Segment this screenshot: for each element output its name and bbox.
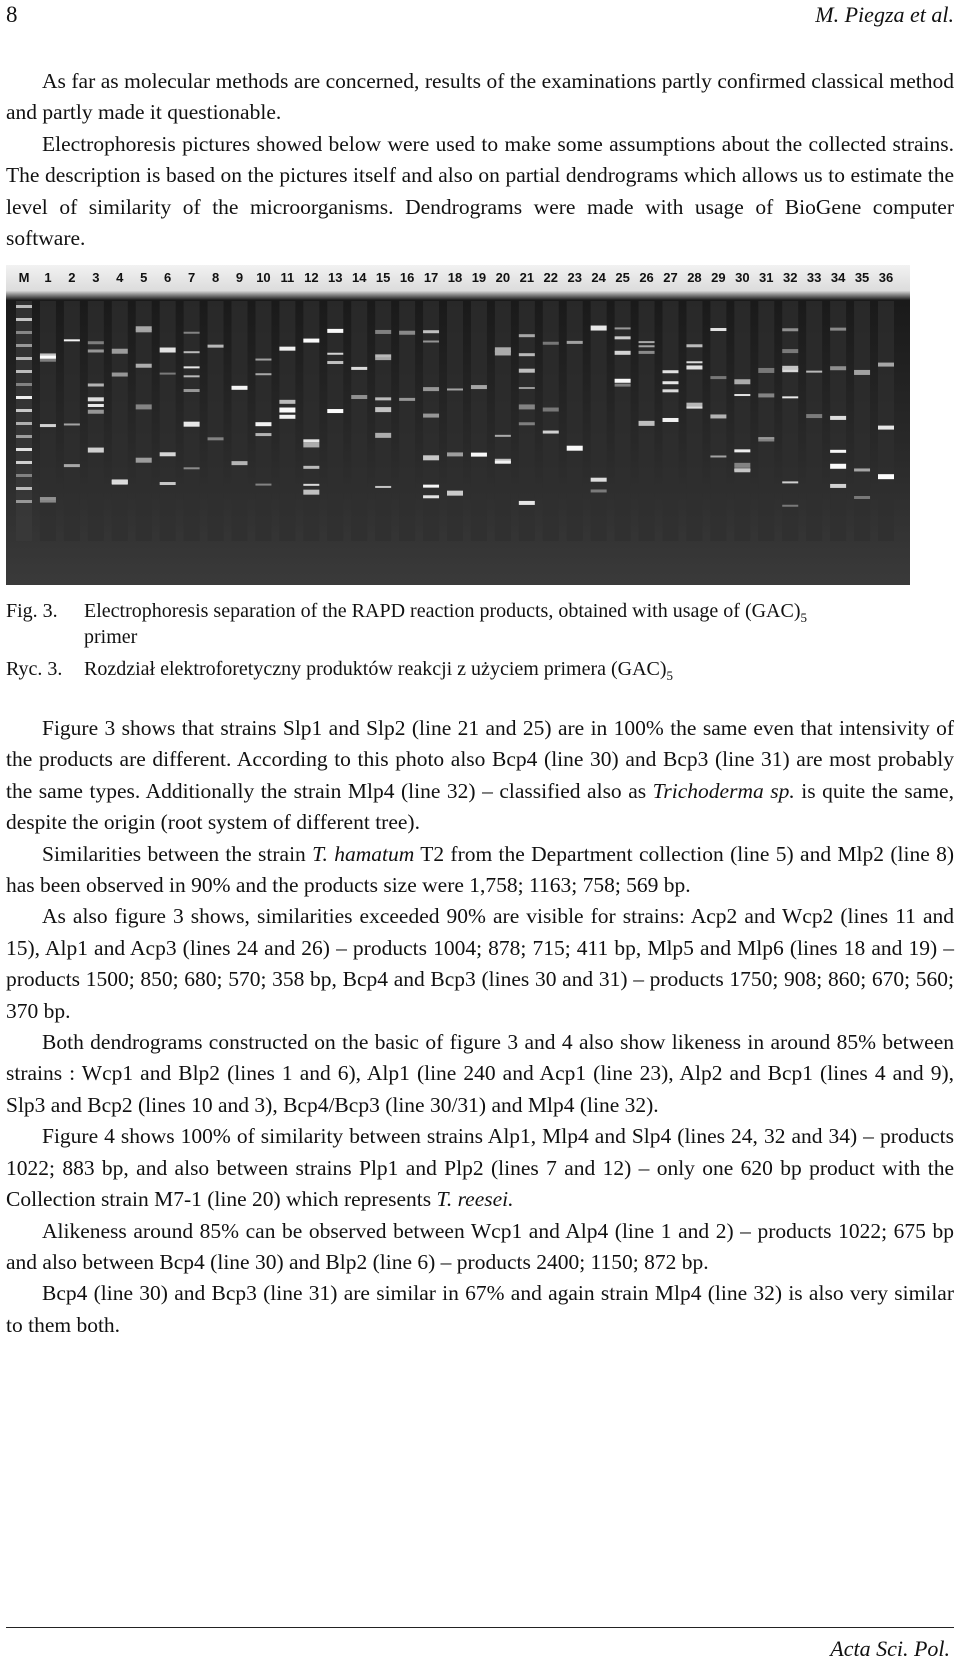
gel-band xyxy=(806,414,822,418)
gel-lane xyxy=(471,301,487,541)
gel-band xyxy=(375,486,391,488)
gel-band xyxy=(423,414,439,418)
lane-label: 24 xyxy=(591,270,606,285)
gel-band xyxy=(16,370,32,373)
gel-band xyxy=(639,345,655,347)
gel-band xyxy=(375,407,391,412)
gel-band xyxy=(710,455,726,457)
gel-band xyxy=(567,446,583,451)
gel-band xyxy=(112,373,128,377)
gel-band xyxy=(878,363,894,367)
gel-band xyxy=(878,474,894,479)
gel-band xyxy=(519,387,535,389)
gel-band xyxy=(423,455,439,460)
gel-band xyxy=(160,452,176,456)
gel-band xyxy=(88,404,104,407)
gel-band xyxy=(232,461,248,465)
gel-band xyxy=(327,409,343,413)
lane-label: 3 xyxy=(92,270,100,285)
lane-label: 34 xyxy=(830,270,846,285)
gel-band xyxy=(830,366,846,370)
gel-band xyxy=(639,421,655,426)
gel-band xyxy=(471,453,487,457)
gel-svg xyxy=(6,265,910,585)
gel-band xyxy=(40,424,56,427)
lane-label: 6 xyxy=(164,270,172,285)
gel-band xyxy=(64,464,80,467)
body-text xyxy=(6,713,954,1341)
gel-lane xyxy=(88,301,104,541)
gel-band xyxy=(758,368,774,373)
gel-band xyxy=(112,349,128,354)
gel-band xyxy=(519,404,535,409)
lane-label: 21 xyxy=(519,270,535,285)
gel-band xyxy=(16,318,32,321)
lane-label: 5 xyxy=(140,270,148,285)
gel-band xyxy=(495,350,511,355)
gel-band xyxy=(399,331,415,335)
gel-lane xyxy=(878,301,894,541)
gel-lane xyxy=(423,301,439,541)
body-paragraph-4: Both dendrograms constructed on the basic of figure 3 and 4 also show likeness in around 85% between strains : Wcp1 and Blp2 (lines 1 and 6), Alp1 (line 240 and Acp1 (line 23), Alp2 and Bcp1 (lines 4 and 9), Slp3 and Bcp2 (lines 10 and 3), Bcp4/Bcp3 (line 30/31) and Mlp4 (line 32). xyxy=(6,1030,954,1117)
gel-band xyxy=(184,366,200,368)
gel-band xyxy=(184,375,200,377)
gel-band xyxy=(615,384,631,387)
gel-band xyxy=(423,387,439,391)
gel-band xyxy=(375,330,391,334)
lane-label: 20 xyxy=(495,270,511,285)
gel-band xyxy=(16,448,32,451)
gel-band xyxy=(255,433,271,436)
gel-band xyxy=(279,400,295,404)
gel-band xyxy=(16,500,32,503)
gel-lane xyxy=(854,301,870,541)
gel-lane xyxy=(40,301,56,541)
gel-band xyxy=(519,501,535,505)
gel-band xyxy=(40,497,56,500)
gel-band xyxy=(40,500,56,503)
gel-band xyxy=(615,327,631,329)
gel-band xyxy=(375,357,391,360)
gel-band xyxy=(710,376,726,379)
gel-band xyxy=(136,458,152,463)
lane-label: 8 xyxy=(211,270,220,285)
lane-label: 2 xyxy=(68,270,76,285)
gel-band xyxy=(88,410,104,414)
gel-lane xyxy=(255,301,271,541)
gel-band xyxy=(16,409,32,412)
gel-band xyxy=(447,491,463,496)
gel-band xyxy=(423,330,439,333)
lane-label: 9 xyxy=(235,270,244,285)
gel-band xyxy=(351,367,367,370)
gel-band xyxy=(639,351,655,354)
gel-band xyxy=(734,468,750,472)
gel-band xyxy=(279,347,295,351)
gel-band xyxy=(471,385,487,389)
gel-band xyxy=(830,328,846,331)
gel-band xyxy=(758,393,774,397)
gel-band xyxy=(16,474,32,477)
lane-label: 10 xyxy=(256,270,271,285)
gel-lane xyxy=(232,301,248,541)
gel-lane xyxy=(375,301,391,541)
gel-band xyxy=(160,348,176,353)
running-head: M. Piegza et al. xyxy=(815,2,954,27)
lane-label: 23 xyxy=(567,270,582,285)
lane-label: 16 xyxy=(399,270,415,285)
gel-band xyxy=(88,341,104,344)
gel-band xyxy=(255,373,271,375)
gel-band xyxy=(854,468,870,471)
gel-lane xyxy=(758,301,774,541)
gel-band xyxy=(854,496,870,499)
lane-label: 30 xyxy=(735,270,750,285)
gel-lane xyxy=(351,301,367,541)
gel-band xyxy=(375,433,391,438)
footer-rule xyxy=(6,1627,954,1628)
gel-band xyxy=(64,423,80,425)
intro-paragraph-1: As far as molecular methods are concerned, results of the examinations partly confirmed classical method and partly made it questionable. xyxy=(6,69,954,125)
gel-band xyxy=(519,334,535,337)
lane-label: 35 xyxy=(854,270,870,285)
gel-lane xyxy=(112,301,128,541)
gel-band xyxy=(88,349,104,352)
body-paragraph-2: Similarities between the strain T. hamatum T2 from the Department collection (line 5) and Mlp2 (line 8) has been observed in 90% and the products size were 1,758; 1163; 758; 569 bp. xyxy=(6,841,955,898)
gel-band xyxy=(16,461,32,464)
gel-band xyxy=(184,389,200,392)
gel-band xyxy=(303,339,319,343)
gel-band xyxy=(303,439,319,442)
gel-lane xyxy=(567,301,583,541)
gel-lane xyxy=(327,301,343,541)
gel-band xyxy=(543,342,559,345)
gel-band xyxy=(686,365,702,369)
gel-band xyxy=(758,437,774,439)
gel-band xyxy=(303,442,319,447)
gel-band xyxy=(830,450,846,453)
gel-band xyxy=(734,394,750,396)
gel-band xyxy=(136,404,152,409)
gel-lane xyxy=(447,301,463,541)
lane-label: 13 xyxy=(328,270,343,285)
gel-band xyxy=(615,379,631,383)
gel-band xyxy=(686,361,702,363)
gel-band xyxy=(519,369,535,373)
gel-lane xyxy=(399,301,415,541)
body-paragraph-5: Figure 4 shows 100% of similarity between strains Alp1, Mlp4 and Slp4 (lines 24, 32 and 34) – products 1022; 883 bp, and also between strains Plp1 and Plp2 (lines 7 and 12) – only one 620 bp product with the Collection strain M7-1 (line 20) which represents T. reesei. xyxy=(6,1124,954,1212)
gel-band xyxy=(710,328,726,331)
page-number: 8 xyxy=(6,2,18,27)
lane-label: 14 xyxy=(351,270,367,285)
lane-label: 15 xyxy=(375,270,391,285)
figure-caption xyxy=(6,598,918,682)
gel-band xyxy=(327,329,343,333)
lane-label: 36 xyxy=(878,270,894,285)
body-paragraph-6: Alikeness around 85% can be observed between Wcp1 and Alp4 (line 1 and 2) – products 1022; 675 bp and also between Bcp4 (line 30) and Blp2 (line 6) – products 2400; 1150; 872 bp. xyxy=(6,1218,954,1274)
gel-band xyxy=(40,356,56,359)
gel-lane xyxy=(64,301,80,541)
gel-band xyxy=(375,397,391,400)
gel-band xyxy=(136,326,152,330)
gel-band xyxy=(303,484,319,486)
gel-band xyxy=(16,344,32,347)
gel-band xyxy=(543,431,559,434)
gel-band xyxy=(495,435,511,437)
gel-band xyxy=(854,370,870,375)
gel-band xyxy=(639,341,655,343)
gel-band xyxy=(303,490,319,495)
gel-band xyxy=(208,345,224,348)
gel-band xyxy=(16,383,32,386)
gel-band xyxy=(208,437,224,440)
gel-band xyxy=(830,484,846,488)
gel-band xyxy=(734,463,750,468)
gel-band xyxy=(136,364,152,368)
gel-band xyxy=(519,422,535,425)
gel-band xyxy=(16,357,32,360)
body-paragraph-1: Figure 3 shows that strains Slp1 and Slp2 (line 21 and 25) are in 100% the same even that intensivity of the products are different. According to this photo also Bcp4 (line 30) and Bcp3 (line 31) are most probably the same types. Additionally the strain Mlp4 (line 32) – classified also as Trichoderma sp. is quite the same, despite the origin (root system of different tree). xyxy=(6,716,954,835)
lane-label: 26 xyxy=(639,270,654,285)
gel-band xyxy=(112,480,128,484)
caption-en-text: Electrophoresis separation of the RAPD reaction products, obtained with usage of $(GAC)_5$ primer xyxy=(84,600,807,648)
lane-label: 18 xyxy=(447,270,463,285)
gel-lane xyxy=(591,301,607,541)
gel-lane xyxy=(686,301,702,541)
gel-band xyxy=(782,481,798,483)
gel-band xyxy=(591,478,607,482)
gel-band xyxy=(423,485,439,488)
lane-label: 32 xyxy=(782,270,798,285)
gel-band xyxy=(591,489,607,492)
gel-band xyxy=(279,408,295,413)
lane-label: 12 xyxy=(304,270,319,285)
gel-lane xyxy=(279,301,295,541)
intro-text xyxy=(6,66,954,254)
gel-band xyxy=(255,422,271,426)
gel-band xyxy=(399,398,415,401)
lane-label: 29 xyxy=(711,270,726,285)
gel-band xyxy=(375,354,391,357)
gel-band xyxy=(88,448,104,453)
gel-band xyxy=(327,353,343,355)
gel-band xyxy=(16,396,32,399)
gel-band xyxy=(88,397,104,401)
gel-band xyxy=(710,414,726,418)
gel-band xyxy=(663,381,679,384)
gel-band xyxy=(663,389,679,392)
gel-band xyxy=(567,341,583,344)
caption-pl-label: Ryc. 3. xyxy=(6,658,63,680)
gel-band xyxy=(327,361,343,364)
gel-band xyxy=(64,339,80,341)
lane-label: 25 xyxy=(615,270,630,285)
electrophoresis-gel-image xyxy=(6,265,910,585)
gel-band xyxy=(184,351,200,353)
gel-band xyxy=(830,464,846,469)
body-paragraph-3: As also figure 3 shows, similarities exceeded 90% are visible for strains: Acp2 and Wcp2 (lines 11 and 15), Alp1 and Acp3 (lines 24 and 26) – products 1004; 878; 715; 411 bp, Mlp5 and Mlp6 (lines 18 and 19) – products 1500; 850; 680; 570; 358 bp, Bcp4 and Bcp3 (lines 30 and 31) – products 1750; 908; 860; 670; 560; 370 bp. xyxy=(6,904,954,1023)
gel-band xyxy=(806,371,822,373)
body-paragraph-7: Bcp4 (line 30) and Bcp3 (line 31) are similar in 67% and again strain Mlp4 (line 32) is also very similar to them both. xyxy=(6,1281,954,1337)
gel-band xyxy=(734,379,750,384)
lane-label: 1 xyxy=(44,270,52,285)
gel-band xyxy=(255,359,271,361)
gel-band xyxy=(303,466,319,469)
gel-band xyxy=(160,482,176,485)
lane-backgrounds xyxy=(16,301,894,541)
gel-band xyxy=(232,386,248,390)
gel-band xyxy=(615,336,631,339)
gel-band xyxy=(878,426,894,430)
gel-band xyxy=(615,351,631,355)
lane-label: 7 xyxy=(187,270,196,285)
lane-label: 28 xyxy=(687,270,702,285)
gel-lane xyxy=(303,301,319,541)
gel-band xyxy=(184,422,200,427)
gel-lane xyxy=(734,301,750,541)
gel-band xyxy=(734,449,750,452)
lane-label: 19 xyxy=(471,270,487,285)
gel-lane xyxy=(543,301,559,541)
gel-band xyxy=(16,331,32,334)
lane-label: M xyxy=(18,270,30,285)
gel-band xyxy=(423,495,439,498)
lane-label: 27 xyxy=(663,270,678,285)
gel-band xyxy=(686,407,702,409)
lane-label: 22 xyxy=(543,270,559,285)
gel-lane xyxy=(830,301,846,541)
gel-band xyxy=(447,388,463,390)
gel-band xyxy=(663,370,679,373)
gel-band xyxy=(88,383,104,386)
lane-label: 17 xyxy=(423,270,439,285)
gel-band xyxy=(184,332,200,334)
gel-band xyxy=(543,408,559,412)
gel-band xyxy=(591,326,607,331)
gel-band xyxy=(279,415,295,419)
intro-paragraph-2: Electrophoresis pictures showed below were used to make some assumptions about the collected strains. The description is based on the pictures itself and also on partial dendrograms which allows us to estimate the level of similarity of the microorganisms. Dendrograms were made with usage of BioGene computer software. xyxy=(6,131,954,251)
lane-label: 11 xyxy=(280,270,295,285)
caption-pl-text: Rozdział elektroforetyczny produktów reakcji z użyciem primera $(GAC)_5$ xyxy=(84,658,674,683)
gel-band xyxy=(519,353,535,356)
gel-band xyxy=(255,484,271,486)
gel-band xyxy=(423,341,439,343)
gel-lane xyxy=(160,301,176,541)
gel-lane xyxy=(208,301,224,541)
gel-band xyxy=(16,435,32,438)
gel-lane xyxy=(136,301,152,541)
footer-journal: Acta Sci. Pol. xyxy=(830,1636,950,1661)
gel-band xyxy=(782,396,798,398)
gel-band xyxy=(16,487,32,490)
gel-lane xyxy=(710,301,726,541)
gel-band xyxy=(782,328,798,331)
gel-band xyxy=(686,344,702,347)
gel-band xyxy=(495,461,511,464)
gel-band xyxy=(782,505,798,507)
lane-label: 31 xyxy=(759,270,774,285)
gel-band xyxy=(782,349,798,353)
gel-lane xyxy=(806,301,822,541)
gel-lane xyxy=(184,301,200,541)
gel-band xyxy=(663,418,679,422)
lane-label: 4 xyxy=(116,270,124,285)
gel-band xyxy=(830,416,846,420)
gel-lane xyxy=(16,301,32,541)
gel-band xyxy=(447,452,463,456)
gel-band xyxy=(16,422,32,425)
gel-band xyxy=(184,467,200,469)
gel-band xyxy=(782,366,798,370)
caption-en-label: Fig. 3. xyxy=(6,600,58,622)
gel-lane xyxy=(495,301,511,541)
gel-band xyxy=(160,373,176,375)
lane-label: 33 xyxy=(806,270,822,285)
gel-band xyxy=(351,395,367,399)
gel-band xyxy=(16,305,32,308)
